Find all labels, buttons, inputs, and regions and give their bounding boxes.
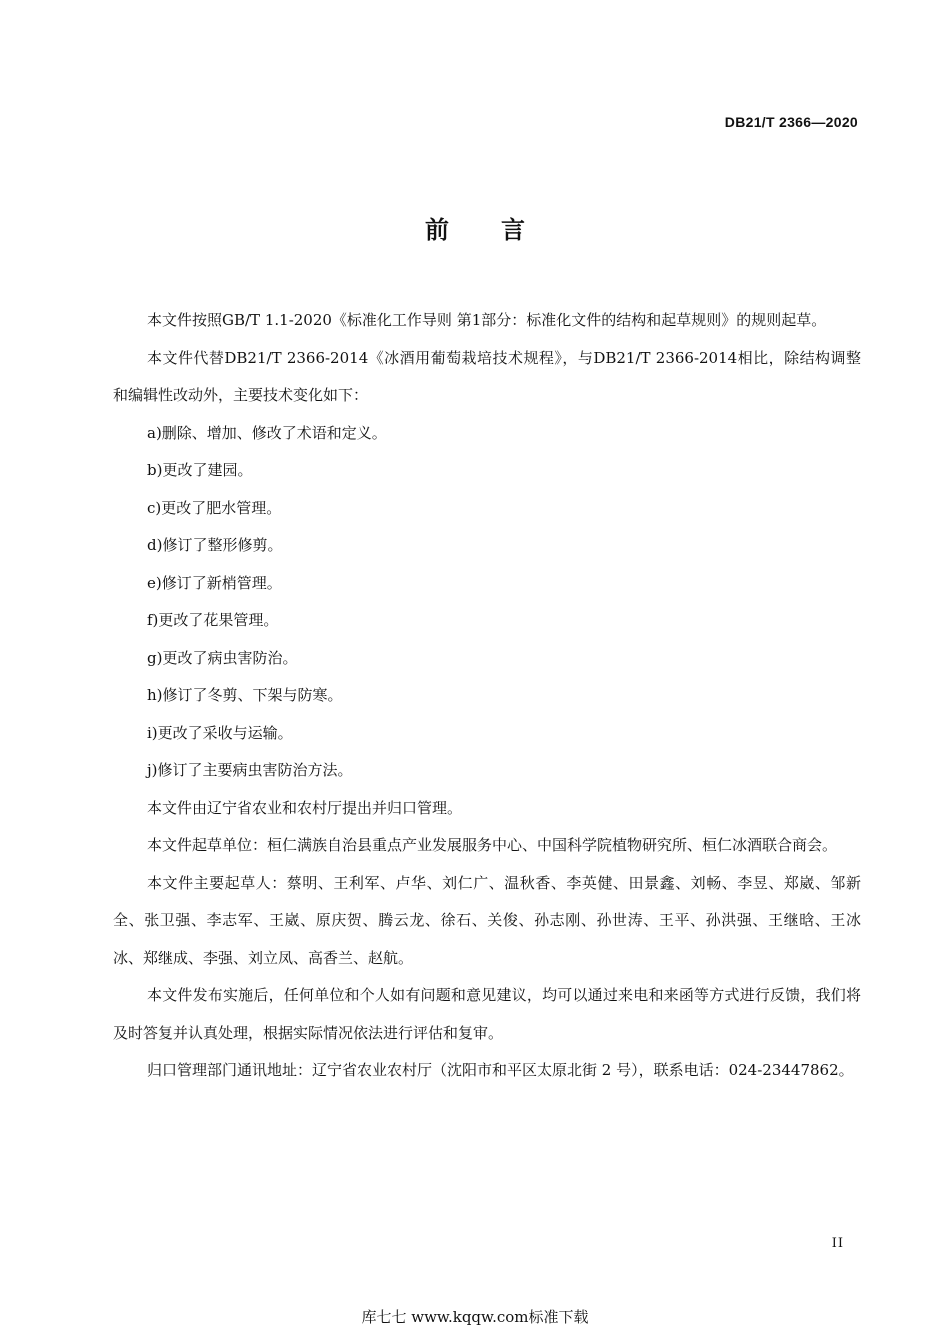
list-item-j: j)修订了主要病虫害防治方法。 <box>147 761 353 779</box>
paragraph-contact: 归口管理部门通讯地址：辽宁省农业农村厅（沈阳市和平区太原北街 2 号），联系电话：024-23447862。 <box>147 1061 854 1079</box>
paragraph-drafting-units: 本文件起草单位：桓仁满族自治县重点产业发展服务中心、中国科学院植物研究所、桓仁冰酒联合商会。 <box>147 836 838 854</box>
list-item-b: b)更改了建园。 <box>147 461 253 479</box>
document-code: DB21/T 2366—2020 <box>724 114 858 130</box>
list-item-d: d)修订了整形修剪。 <box>147 536 283 554</box>
paragraph-drafters: 本文件主要起草人：蔡明、王利军、卢华、刘仁广、温秋香、李英健、田景鑫、刘畅、李昱、郑崴、邹新全、张卫强、李志军、王崴、原庆贺、腾云龙、徐石、关俊、孙志刚、孙世涛、王平、孙洪强、王继晗、王冰冰、郑继成、李强、刘立凤、高香兰、赵航。 <box>113 873 861 967</box>
page-number: II <box>831 1236 844 1251</box>
footer-watermark: 库七七 www.kqqw.com标准下载 <box>361 1308 589 1326</box>
list-item-c: c)更改了肥水管理。 <box>147 498 282 517</box>
list-item-e: e)修订了新梢管理。 <box>147 573 282 592</box>
paragraph-drafting-rules: 本文件按照GB/T 1.1-2020《标准化工作导则 第1部分：标准化文件的结构和起草规则》的规则起草。 <box>147 311 827 329</box>
list-item-i: i)更改了采收与运输。 <box>147 723 293 742</box>
paragraph-replacement: 本文件代替DB21/T 2366-2014《冰酒用葡萄栽培技术规程》，与DB21/T 2366-2014相比，除结构调整和编辑性改动外，主要技术变化如下： <box>113 348 861 404</box>
paragraph-feedback: 本文件发布实施后，任何单位和个人如有问题和意见建议，均可以通过来电和来函等方式进行反馈，我们将及时答复并认真处理，根据实际情况依法进行评估和复审。 <box>113 986 861 1042</box>
paragraph-proposer: 本文件由辽宁省农业和农村厅提出并归口管理。 <box>147 798 463 817</box>
list-item-h: h)修订了冬剪、下架与防寒。 <box>147 686 343 704</box>
page-title: 前言 <box>425 216 577 244</box>
list-item-g: g)更改了病虫害防治。 <box>147 648 298 667</box>
list-item-a: a)删除、增加、修改了术语和定义。 <box>147 423 387 442</box>
foreword-body <box>113 302 861 1090</box>
list-item-f: f)更改了花果管理。 <box>147 611 279 629</box>
